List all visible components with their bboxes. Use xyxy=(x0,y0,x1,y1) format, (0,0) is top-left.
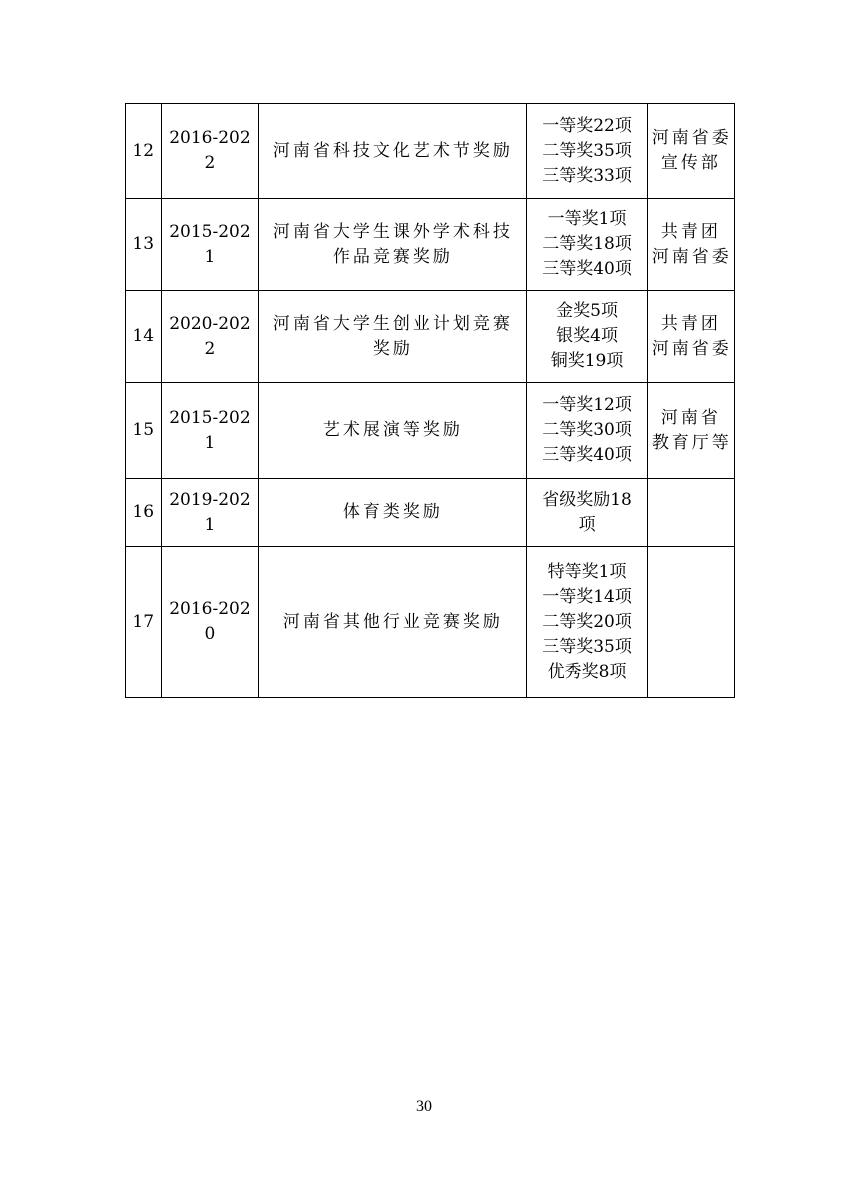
awarding-organization xyxy=(647,199,734,291)
award-levels xyxy=(527,291,648,383)
award-levels xyxy=(527,547,648,698)
award-level-line: 特等奖1项 xyxy=(547,561,627,582)
organization-line: 教育厅等 xyxy=(651,432,732,453)
award-level-line: 金奖5项 xyxy=(556,301,618,321)
table-row xyxy=(126,291,735,383)
table-row xyxy=(126,547,735,698)
award-name-line: 作品竞赛奖励 xyxy=(332,246,453,267)
award-level-line: 二等奖20项 xyxy=(542,611,632,632)
awarding-organization xyxy=(647,479,734,547)
organization-line: 共青团 xyxy=(660,313,721,334)
row-number: 12 xyxy=(126,104,162,199)
award-levels xyxy=(527,383,648,479)
award-name xyxy=(259,479,527,547)
row-number: 14 xyxy=(126,291,162,383)
award-level-line: 省级奖励18 xyxy=(542,489,632,510)
award-level-line: 二等奖30项 xyxy=(542,420,632,440)
row-number: 13 xyxy=(126,199,162,291)
award-name xyxy=(259,291,527,383)
award-level-line: 三等奖33项 xyxy=(542,165,632,186)
award-years: 2016-2020 xyxy=(161,547,259,698)
award-level-line: 一等奖12项 xyxy=(542,395,632,415)
award-years: 2019-2021 xyxy=(161,479,259,547)
award-level-line: 一等奖14项 xyxy=(542,586,632,607)
organization-line: 河南省 xyxy=(660,407,721,428)
award-level-line: 优秀奖8项 xyxy=(547,661,627,682)
organization-line: 宣传部 xyxy=(660,153,721,173)
table-row xyxy=(126,104,735,199)
award-name-line: 河南省科技文化艺术节奖励 xyxy=(272,140,513,161)
award-level-line: 铜奖19项 xyxy=(550,351,624,371)
awarding-organization xyxy=(647,104,734,199)
row-number: 15 xyxy=(126,383,162,479)
organization-line: 共青团 xyxy=(660,221,721,242)
award-years: 2015-2021 xyxy=(161,383,259,479)
award-levels xyxy=(527,199,648,291)
award-name xyxy=(259,199,527,291)
organization-line: 河南省委 xyxy=(651,338,732,359)
award-name-line: 河南省其他行业竞赛奖励 xyxy=(282,611,503,632)
table-row xyxy=(126,199,735,291)
award-name-line: 河南省大学生课外学术科技 xyxy=(272,221,513,242)
award-years: 2015-2021 xyxy=(161,199,259,291)
organization-line: 河南省委 xyxy=(651,246,732,267)
award-years: 2020-2022 xyxy=(161,291,259,383)
table-row xyxy=(126,383,735,479)
award-name-line: 河南省大学生创业计划竞赛 xyxy=(272,313,513,334)
award-name xyxy=(259,547,527,698)
award-name-line: 艺术展演等奖励 xyxy=(322,420,463,440)
award-level-line: 银奖4项 xyxy=(556,326,618,346)
table-row xyxy=(126,479,735,547)
award-years: 2016-2022 xyxy=(161,104,259,199)
award-level-line: 三等奖40项 xyxy=(542,259,632,279)
award-level-line: 二等奖35项 xyxy=(542,140,632,161)
page-number: 30 xyxy=(416,1098,432,1115)
awarding-organization xyxy=(647,291,734,383)
award-name-line: 体育类奖励 xyxy=(342,502,443,522)
row-number: 16 xyxy=(126,479,162,547)
award-level-line: 三等奖40项 xyxy=(542,445,632,465)
award-level-line: 三等奖35项 xyxy=(542,636,632,657)
award-level-line: 二等奖18项 xyxy=(542,234,632,254)
awards-table xyxy=(125,103,735,698)
award-levels xyxy=(527,479,648,547)
award-levels xyxy=(527,104,648,199)
award-name-line: 奖励 xyxy=(372,338,413,359)
organization-line: 河南省委 xyxy=(651,128,732,148)
awarding-organization xyxy=(647,547,734,698)
award-level-line: 一等奖1项 xyxy=(547,209,627,229)
row-number: 17 xyxy=(126,547,162,698)
award-level-line: 项 xyxy=(578,514,596,535)
award-name xyxy=(259,104,527,199)
awarding-organization xyxy=(647,383,734,479)
award-level-line: 一等奖22项 xyxy=(542,115,632,136)
award-name xyxy=(259,383,527,479)
